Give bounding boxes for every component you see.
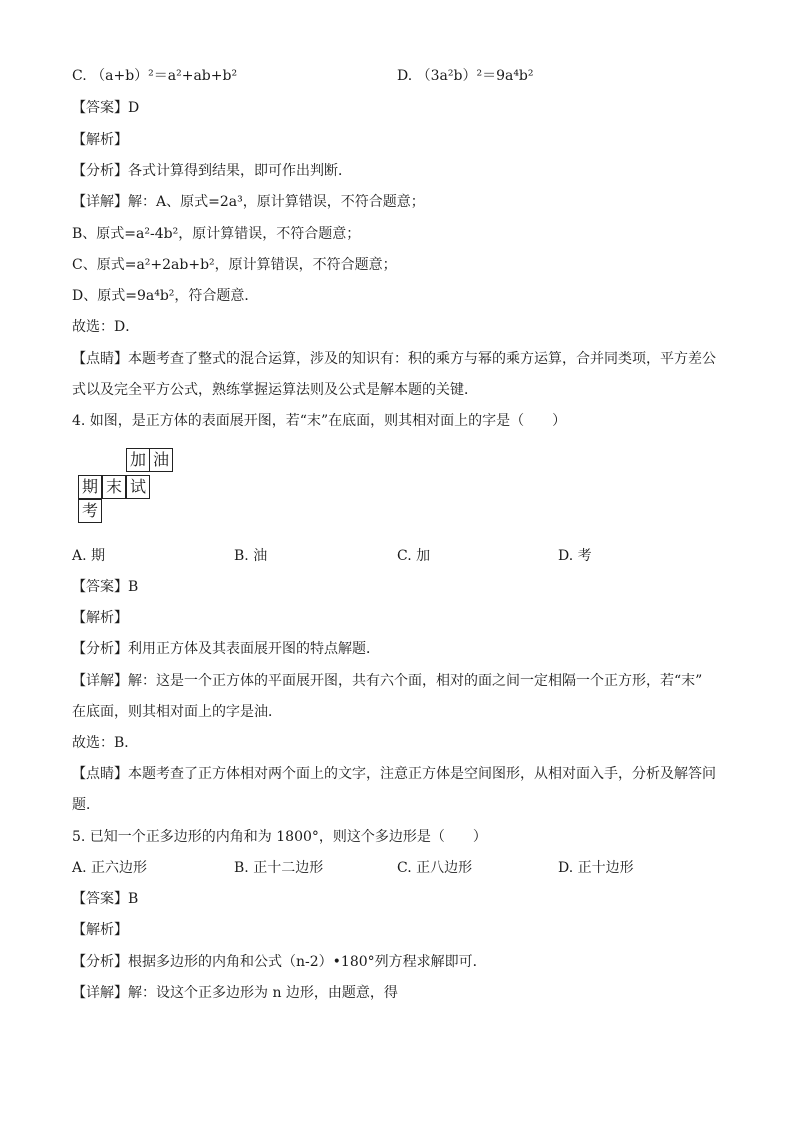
cube-net-figure [78,448,178,528]
q4-stem: 4. 如图，是正方体的表面展开图，若“末”在底面，则其相对面上的字是（ ） [72,413,567,429]
q3-detail-b: B、原式=a²-4b²，原计算错误，不符合题意； [72,226,361,242]
net-cell-you: 油 [149,448,173,472]
q3-comment-line-1: 【点睛】本题考查了整式的混合运算，涉及的知识有：积的乘方与幂的乘方运算，合并同类项，平方差公 [72,351,716,367]
q3-detail-c: C、原式=a²+2ab+b²，原计算错误，不符合题意； [72,257,397,273]
q4-comment-line-1: 【点睛】本题考查了正方体相对两个面上的文字，注意正方体是空间图形，从相对面入手，分析及解答问 [72,766,716,782]
q4-comment-line-2: 题． [72,797,100,813]
q3-analysis-heading: 【解析】 [72,132,128,148]
q5-analysis: 【分析】根据多边形的内角和公式（n-2）•180°列方程求解即可． [72,954,487,970]
q4-option-c: C. 加 [397,548,431,564]
q4-option-b: B. 油 [234,548,268,564]
q4-detail-line-2: 在底面，则其相对面上的字是油． [72,704,282,720]
q3-detail-d: D、原式=9a⁴b²，符合题意． [72,288,259,304]
q5-option-a: A. 正六边形 [72,860,148,876]
net-cell-kao: 考 [78,499,102,523]
q3-answer: 【答案】D [72,100,140,116]
q4-choice: 故选：B． [72,735,139,751]
q4-detail-line-1: 【详解】解：这是一个正方体的平面展开图，共有六个面，相对的面之间一定相隔一个正方形，若“末” [72,673,703,689]
q5-detail: 【详解】解：设这个正多边形为 n 边形，由题意，得 [72,985,398,1001]
q3-comment-line-2: 式以及完全平方公式，熟练掌握运算法则及公式是解本题的关键． [72,382,478,398]
net-cell-jia: 加 [126,448,150,472]
q3-detail-a: 【详解】解：A、原式=2a³，原计算错误，不符合题意； [72,194,425,210]
q3-choice: 故选：D． [72,319,140,335]
q4-answer: 【答案】B [72,579,139,595]
net-cell-shi: 试 [126,475,150,499]
q5-option-c: C. 正八边形 [397,860,473,876]
q4-analysis: 【分析】利用正方体及其表面展开图的特点解题． [72,641,380,657]
q3-analysis: 【分析】各式计算得到结果，即可作出判断． [72,163,352,179]
q5-analysis-heading: 【解析】 [72,922,128,938]
q3-option-c: C. （a+b）²＝a²+ab+b² [72,68,238,84]
net-cell-mo: 末 [102,475,126,499]
net-cell-qi: 期 [78,475,102,499]
q4-analysis-heading: 【解析】 [72,610,128,626]
q5-answer: 【答案】B [72,891,139,907]
q5-option-d: D. 正十边形 [558,860,634,876]
q3-option-d: D. （3a²b）²＝9a⁴b² [397,68,534,84]
q4-option-a: A. 期 [72,548,106,564]
q5-option-b: B. 正十二边形 [234,860,324,876]
q5-stem: 5. 已知一个正多边形的内角和为 1800°，则这个多边形是（ ） [72,829,487,845]
q4-option-d: D. 考 [558,548,592,564]
